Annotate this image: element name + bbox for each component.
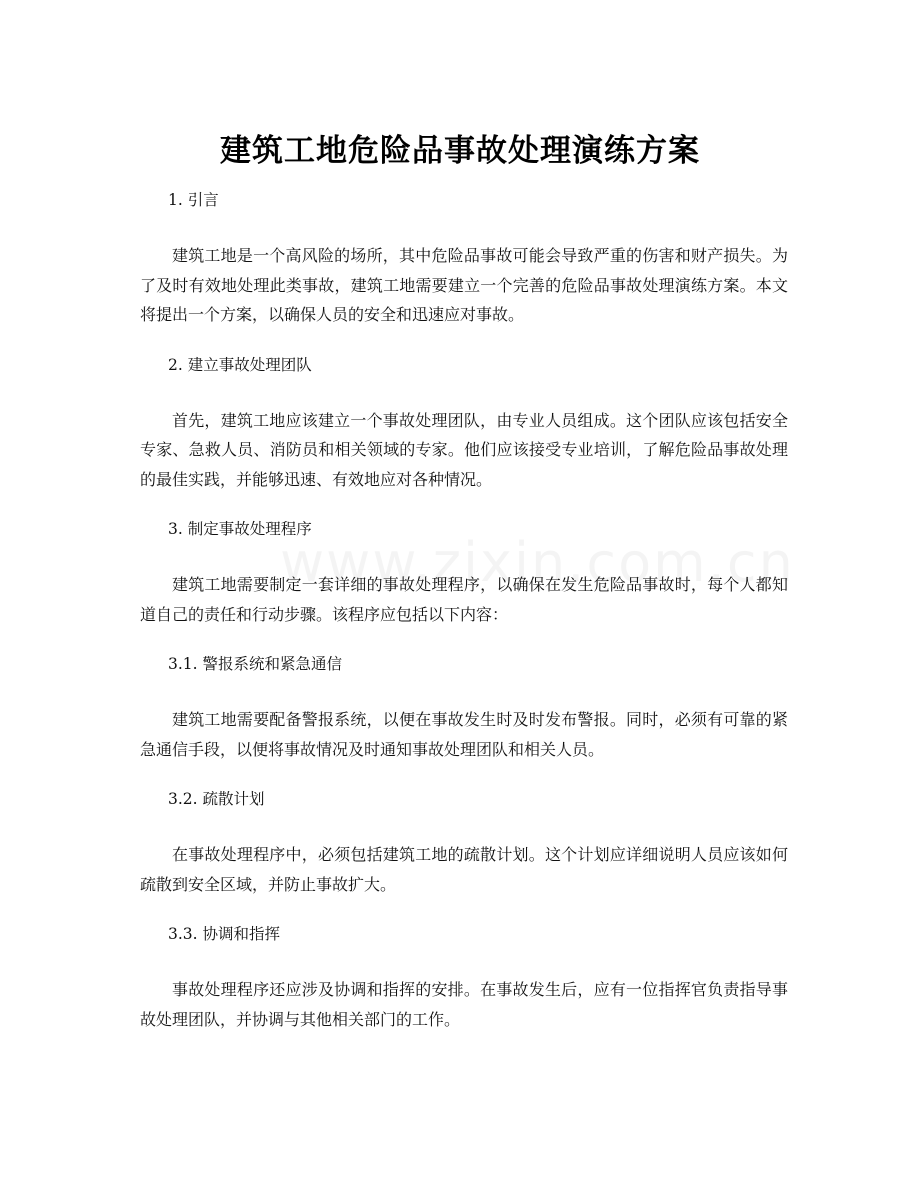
section-paragraph-3: 建筑工地需要制定一套详细的事故处理程序，以确保在发生危险品事故时，每个人都知道自己的责任和行动步骤。该程序应包括以下内容： bbox=[140, 575, 788, 624]
section-heading-3: 3. 制定事故处理程序 bbox=[168, 520, 312, 538]
section-heading-1: 1. 引言 bbox=[168, 191, 219, 209]
section-paragraph-2: 首先，建筑工地应该建立一个事故处理团队，由专业人员组成。这个团队应该包括安全专家、急救人员、消防员和相关领域的专家。他们应该接受专业培训，了解危险品事故处理的最佳实践，并能够迅速、有效地应对各种情况。 bbox=[140, 410, 788, 489]
section-heading-3-2: 3.2. 疏散计划 bbox=[168, 790, 265, 808]
section-heading-2: 2. 建立事故处理团队 bbox=[168, 355, 312, 374]
section-heading-3-3: 3.3. 协调和指挥 bbox=[168, 925, 281, 943]
section-paragraph-3-3: 事故处理程序还应涉及协调和指挥的安排。在事故发生后，应有一位指挥官负责指导事故处理团队，并协调与其他相关部门的工作。 bbox=[140, 980, 788, 1029]
section-paragraph-1: 建筑工地是一个高风险的场所，其中危险品事故可能会导致严重的伤害和财产损失。为了及时有效地处理此类事故，建筑工地需要建立一个完善的危险品事故处理演练方案。本文将提出一个方案，以确保人员的安全和迅速应对事故。 bbox=[140, 246, 788, 324]
section-heading-3-1: 3.1. 警报系统和紧急通信 bbox=[168, 655, 343, 673]
document-title: 建筑工地危险品事故处理演练方案 bbox=[220, 132, 700, 169]
document-body bbox=[140, 186, 788, 1034]
section-paragraph-3-2: 在事故处理程序中，必须包括建筑工地的疏散计划。这个计划应详细说明人员应该如何疏散到安全区域，并防止事故扩大。 bbox=[140, 845, 788, 894]
section-paragraph-3-1: 建筑工地需要配备警报系统，以便在事故发生时及时发布警报。同时，必须有可靠的紧急通信手段，以便将事故情况及时通知事故处理团队和相关人员。 bbox=[140, 710, 788, 759]
